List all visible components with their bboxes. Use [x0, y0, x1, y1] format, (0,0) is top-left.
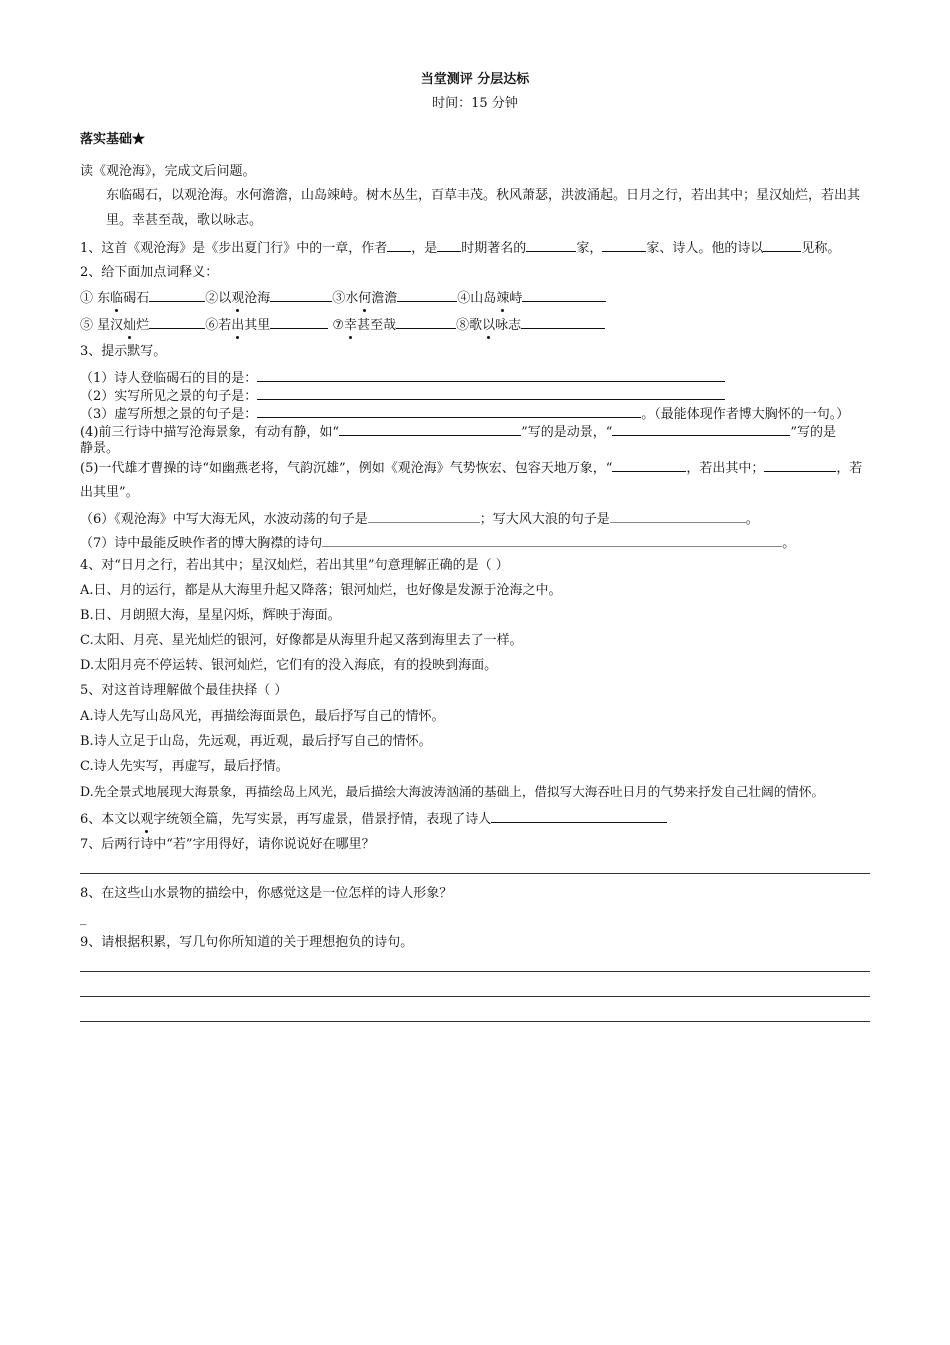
q5-option-b[interactable]: B.诗人立足于山岛，先远观，再近观，最后抒写自己的情怀。 — [80, 734, 432, 749]
question-4-label: 4、对“日月之行，若出其中；星汉灿烂，若出其里”句意理解正确的是（ ） — [80, 558, 509, 573]
worksheet-title: 当堂测评 分层达标 — [420, 72, 530, 87]
q2-dotted-char: 出 — [231, 318, 245, 333]
q2-word: 烂 — [136, 318, 150, 333]
q3-s4-blank-static[interactable] — [612, 422, 790, 436]
q6-text: 字统领全篇，先写实景，再写虚景，借景抒情，表现了诗人 — [153, 812, 492, 827]
q3-s4-blank-dynamic[interactable] — [339, 422, 521, 436]
question-1 — [80, 238, 840, 258]
q3-s6-text: 。 — [745, 512, 759, 527]
q2-word: 碣石 — [123, 291, 150, 306]
q1-text-f: 见称。 — [801, 241, 841, 256]
q5-option-c[interactable]: C.诗人先实写，再虚写，最后抒情。 — [80, 759, 289, 774]
q3-s1-blank[interactable] — [257, 368, 725, 382]
question-5-label: 5、对这首诗理解做个最佳抉择（ ） — [80, 683, 288, 698]
q2-dotted-char: 幸 — [344, 318, 358, 333]
q2-word: 沧海 — [244, 291, 271, 306]
q2-dotted-char: 以 — [482, 318, 496, 333]
q4-option-a[interactable]: A.日、月的运行，都是从大海里升起又降落；银河灿烂，也好像是发源于沧海之中。 — [80, 583, 562, 598]
question-2-row-2 — [80, 315, 605, 335]
q6-text: 6、本文以 — [80, 812, 141, 827]
q2-blank[interactable] — [149, 288, 205, 302]
q3-s6-text: （6）《观沧海》中写大海无风，水波动荡的句子是 — [80, 512, 368, 527]
q7-answer-line[interactable] — [80, 873, 870, 874]
q1-text-a: 1、这首《观沧海》是《步出夏门行》中的一章，作者 — [80, 241, 388, 256]
q2-word: 东 — [97, 291, 111, 306]
q4-option-d[interactable]: D.太阳月亮不停运转、银河灿烂，它们有的没入海底，有的投映到海面。 — [80, 658, 498, 673]
q2-word: ⑥若 — [205, 318, 232, 333]
q3-s5-blank-2[interactable] — [764, 458, 836, 472]
question-8: 8、在这些山水景物的描绘中，你感觉这是一位怎样的诗人形象？ — [80, 886, 453, 901]
q4-option-b[interactable]: B.日、月朗照大海，星星闪烁，辉映于海面。 — [80, 608, 341, 623]
q3-item-4-cont: 静景。 — [80, 441, 120, 456]
q9-answer-line-3[interactable] — [80, 1021, 870, 1022]
q2-word: 其里 — [244, 318, 271, 333]
q3-item-6 — [80, 509, 759, 529]
poem-text: 东临碣石，以观沧海。水何澹澹，山岛竦峙。树木丛生，百草丰茂。秋风萧瑟，洪波涌起。日月之行，若出其中；星汉灿烂，若出其里。幸甚至哉，歌以咏志。 — [106, 188, 861, 228]
q3-s6-blank-2[interactable] — [610, 509, 746, 523]
q3-item-4 — [80, 422, 836, 442]
q1-text-e: 家、诗人。他的诗以 — [646, 241, 764, 256]
q1-blank-style[interactable] — [763, 238, 801, 252]
q2-word: ⑧歌 — [456, 318, 483, 333]
q1-text-b: ，是 — [411, 241, 438, 256]
q1-blank-role1[interactable] — [526, 238, 576, 252]
q3-s5-text: ，若 — [836, 461, 863, 476]
question-7: 7、后两行诗中“若”字用得好，请你说说好在哪里？ — [80, 837, 375, 852]
q2-blank[interactable] — [149, 315, 205, 329]
q3-s2-blank[interactable] — [257, 386, 725, 400]
q2-word: 甚至哉 — [357, 318, 397, 333]
q2-dotted-char: 灿 — [123, 318, 137, 333]
q3-item-7 — [80, 533, 795, 553]
q1-blank-role2[interactable] — [602, 238, 646, 252]
q3-item-1 — [80, 368, 725, 388]
q3-s6-text: ；写大风大浪的句子是 — [479, 512, 610, 527]
q2-num: ⑤ — [80, 318, 94, 333]
q2-num: ⑦ — [332, 318, 345, 333]
q2-word: 咏志 — [495, 318, 522, 333]
q2-blank[interactable] — [397, 288, 457, 302]
q3-s5-text: ，若出其中； — [686, 461, 765, 476]
q3-item-5 — [80, 458, 862, 478]
q3-item-2 — [80, 386, 725, 406]
q2-word: 峙 — [509, 291, 523, 306]
time-limit: 时间：15 分钟 — [432, 96, 518, 111]
q2-word: ②以 — [205, 291, 232, 306]
q3-s2-text: （2）实写所见之景的句子是： — [80, 389, 258, 404]
q2-blank[interactable] — [521, 315, 605, 329]
q2-num: ① — [80, 291, 94, 306]
q6-blank[interactable] — [491, 809, 667, 823]
q2-word: ③水 — [332, 291, 359, 306]
q3-s3-note: 。（最能体现作者博大胸怀的一句。） — [641, 407, 850, 422]
q3-s7-blank[interactable] — [322, 533, 782, 547]
q3-s4-text: (4)前三行诗中描写沧海景象，有动有静，如“ — [80, 425, 340, 440]
question-9: 9、请根据积累，写几句你所知道的关于理想抱负的诗句。 — [80, 935, 414, 950]
q3-s7-text: （7）诗中最能反映作者的博大胸襟的诗句 — [80, 536, 323, 551]
q3-s5-blank-1[interactable] — [612, 458, 686, 472]
q1-blank-author[interactable] — [387, 238, 411, 252]
intro-text: 读《观沧海》，完成文后问题。 — [80, 164, 256, 179]
q3-item-5-cont: 出其里”。 — [80, 485, 139, 500]
q2-dotted-char: 何 — [358, 291, 372, 306]
q1-text-d: 家， — [576, 241, 603, 256]
q5-option-d[interactable]: D.先全景式地展现大海景象，再描绘岛上风光，最后描绘大海波涛汹涌的基础上，借拟写大海吞吐日月的气势来抒发自己壮阔的情怀。 — [80, 784, 825, 799]
q2-word: ④山岛 — [457, 291, 497, 306]
q2-dotted-char: 竦 — [496, 291, 510, 306]
q3-s3-blank[interactable] — [257, 404, 641, 418]
q2-word: 澹澹 — [371, 291, 398, 306]
q9-answer-line-1[interactable] — [80, 971, 870, 972]
section-heading: 落实基础★ — [80, 132, 146, 147]
q3-s6-blank-1[interactable] — [368, 509, 480, 523]
question-2-label: 2、给下面加点词释义： — [80, 265, 219, 280]
q1-blank-era[interactable] — [437, 238, 461, 252]
q3-s7-text: 。 — [782, 536, 796, 551]
q3-s4-text: ”写的是动景，“ — [521, 425, 613, 440]
q3-s3-text: （3）虚写所想之景的句子是： — [80, 407, 258, 422]
q2-blank[interactable] — [522, 288, 606, 302]
q2-dotted-char: 观 — [231, 291, 245, 306]
q3-item-3 — [80, 404, 849, 424]
q6-dotted-char: 观 — [140, 812, 154, 827]
q1-text-c: 时期著名的 — [461, 241, 527, 256]
q3-s5-text: (5)一代雄才曹操的诗“如幽燕老将，气韵沉雄”，例如《观沧海》气势恢宏、包容天地万象，“ — [80, 461, 613, 476]
question-2-row-1 — [80, 288, 606, 308]
q2-word: 星汉 — [97, 318, 124, 333]
q2-blank[interactable] — [396, 315, 456, 329]
q3-s4-text: ”写的是 — [790, 425, 837, 440]
q2-blank[interactable] — [270, 315, 328, 329]
question-6 — [80, 809, 667, 829]
q2-dotted-char: 临 — [110, 291, 124, 306]
q8-answer-mark[interactable]: _ — [80, 911, 87, 926]
q3-s1-text: （1）诗人登临碣石的目的是： — [80, 371, 258, 386]
q9-answer-line-2[interactable] — [80, 996, 870, 997]
q5-option-a[interactable]: A.诗人先写山岛风光，再描绘海面景色，最后抒写自己的情怀。 — [80, 709, 445, 724]
question-3-label: 3、提示默写。 — [80, 344, 167, 359]
q4-option-c[interactable]: C.太阳、月亮、星光灿烂的银河，好像都是从海里升起又落到海里去了一样。 — [80, 633, 523, 648]
q2-blank[interactable] — [270, 288, 332, 302]
